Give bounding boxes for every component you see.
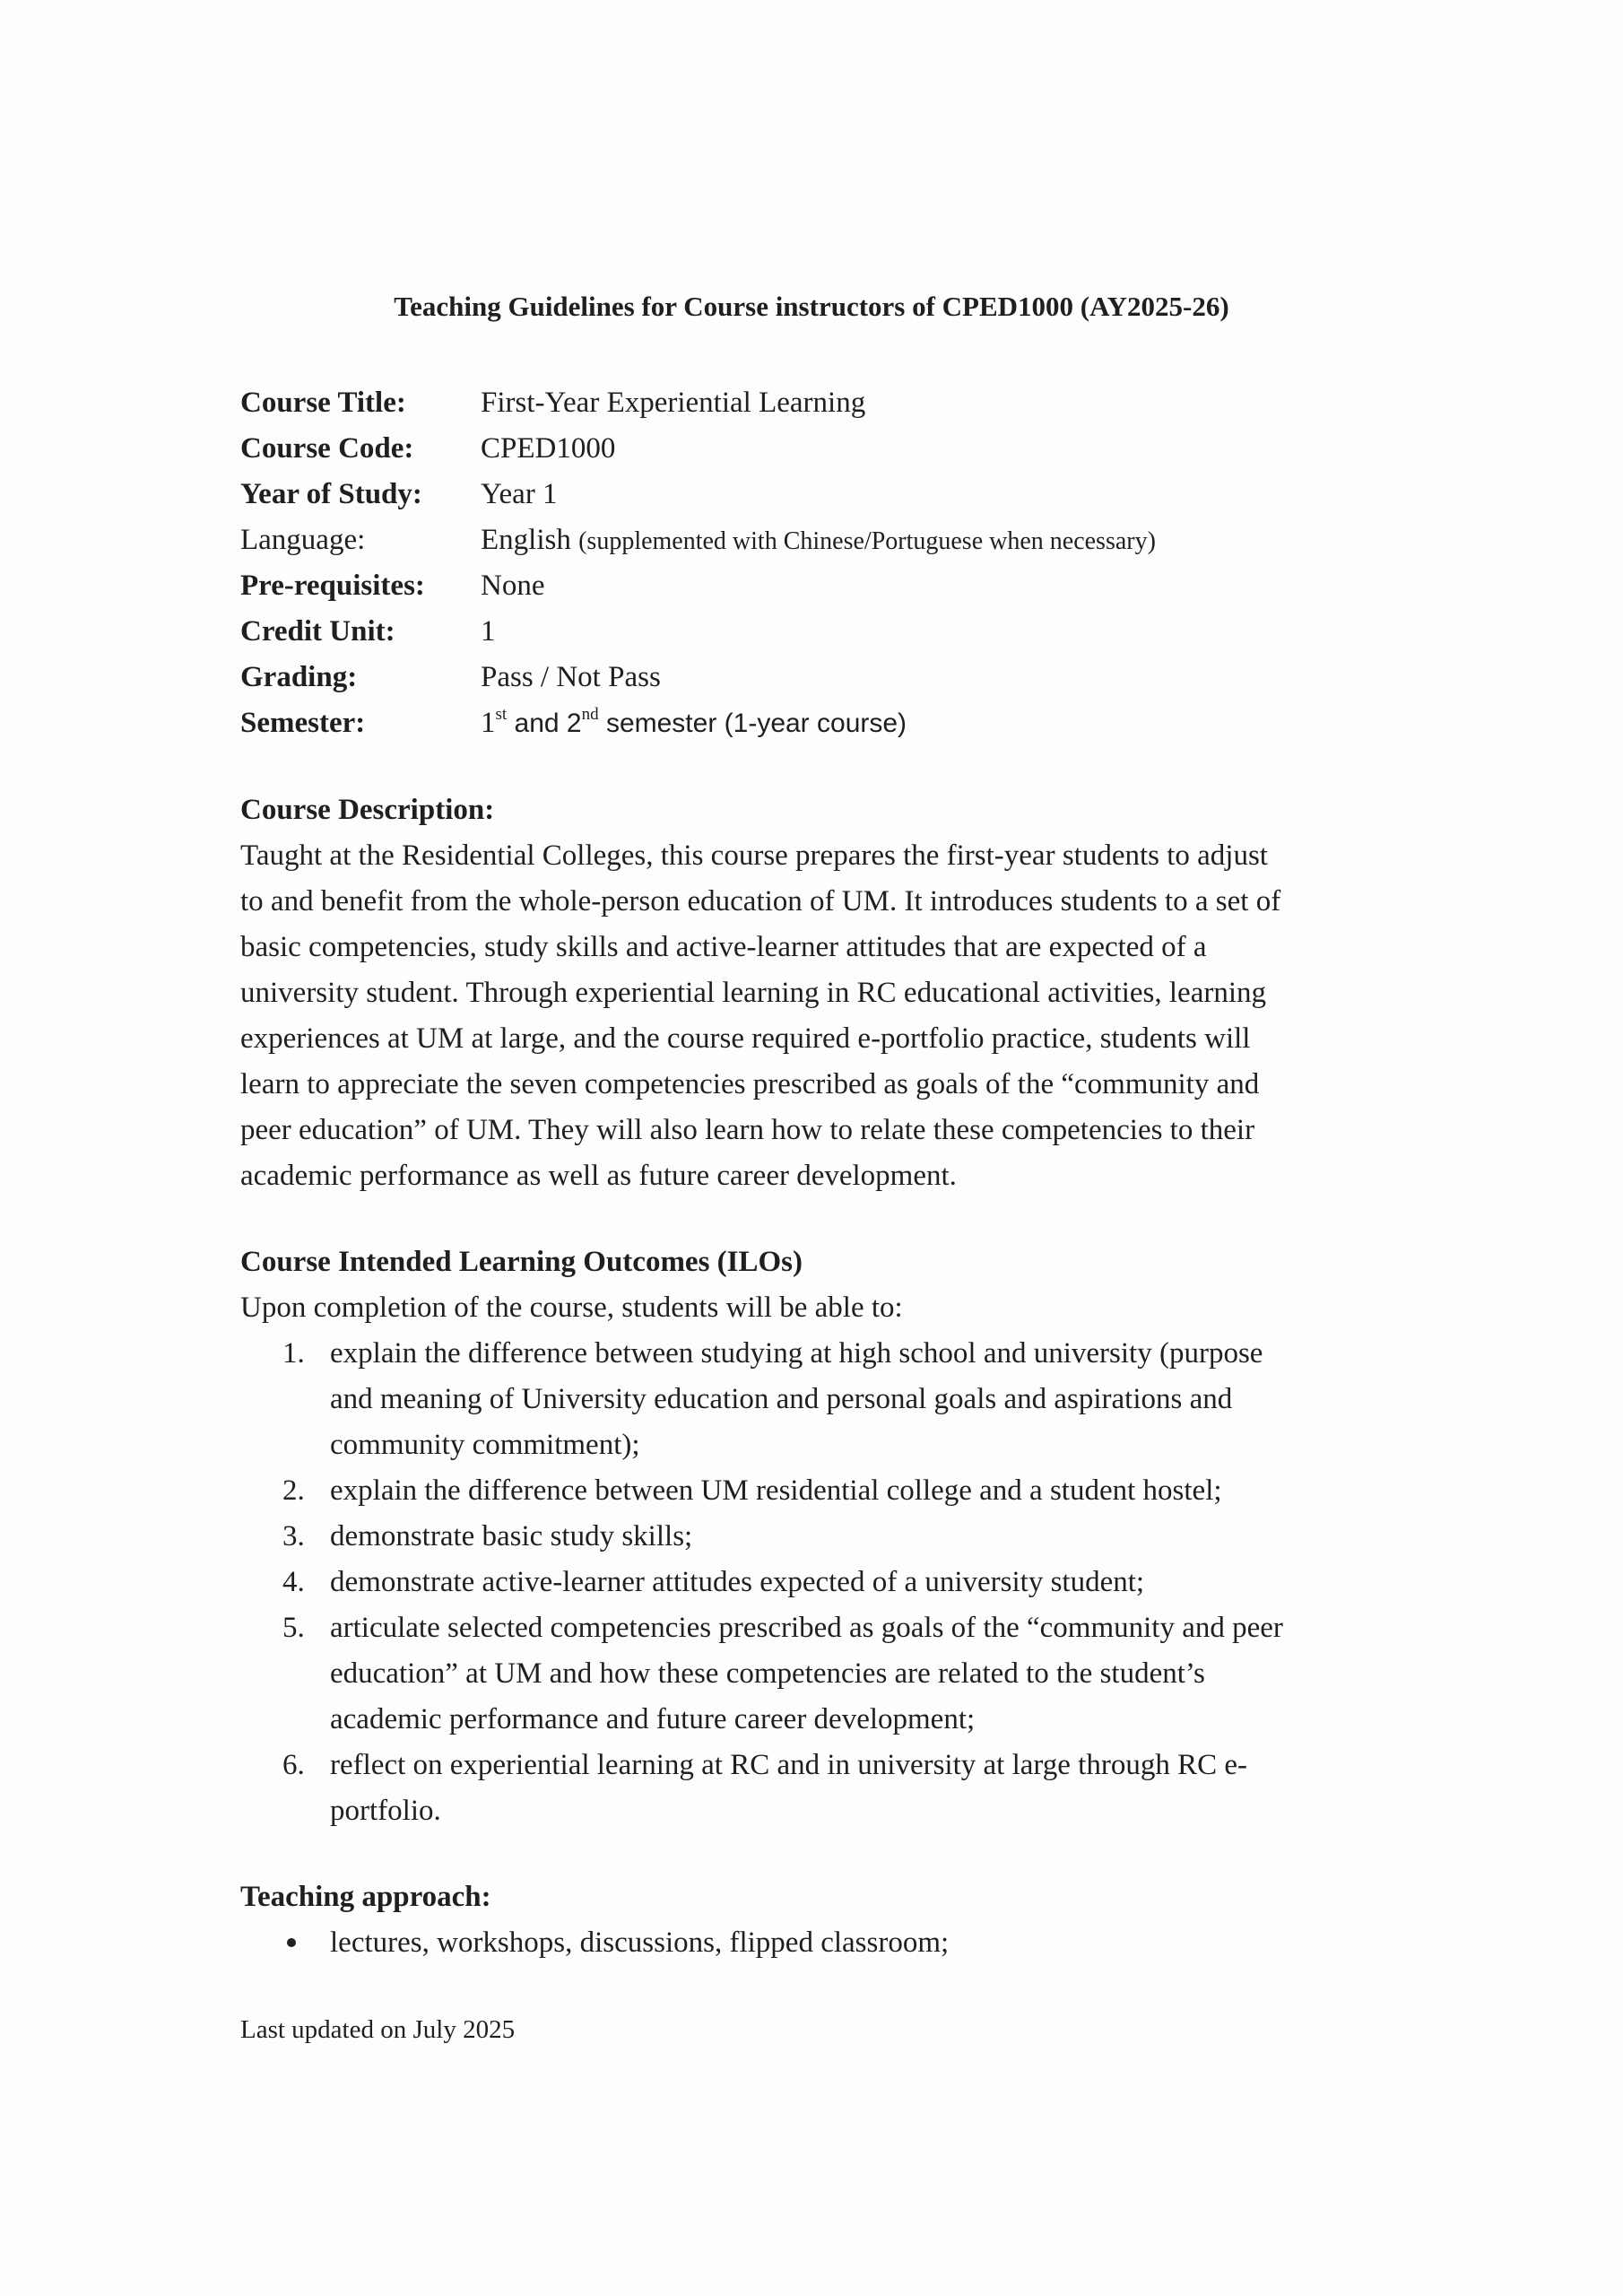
info-value — [481, 517, 1156, 564]
info-value: 1 — [481, 615, 496, 648]
info-label: Course Code: — [240, 432, 414, 465]
list-number: 2. — [282, 1474, 305, 1507]
list-item-line: and meaning of University education and personal goals and aspirations and — [330, 1383, 1233, 1415]
list-number: 3. — [282, 1520, 305, 1552]
list-item-line: portfolio. — [330, 1795, 441, 1827]
ilo-list — [240, 1331, 1433, 1834]
list-item-line: demonstrate basic study skills; — [330, 1520, 693, 1552]
info-value — [481, 700, 907, 746]
list-item-line: community commitment); — [330, 1429, 640, 1461]
info-row-credit-unit — [240, 609, 1156, 655]
semester-tail: semester (1-year course) — [598, 709, 907, 738]
bullet-icon — [287, 1938, 296, 1947]
ilos-section — [240, 1239, 1433, 1834]
info-row-grading — [240, 655, 1156, 700]
info-value: None — [481, 570, 545, 602]
info-value: CPED1000 — [481, 432, 616, 465]
bullet-text: lectures, workshops, discussions, flipped classroom; — [330, 1926, 950, 1959]
document-title: Teaching Guidelines for Course instructors of CPED1000 (AY2025-26) — [394, 291, 1229, 322]
paragraph-line: academic performance as well as future career development. — [240, 1160, 957, 1192]
info-value: Year 1 — [481, 478, 558, 510]
bullet-item — [240, 1920, 1433, 1966]
info-row-semester — [240, 700, 1156, 746]
last-updated-note: Last updated on July 2025 — [240, 2015, 516, 2044]
list-item-line: explain the difference between studying at high school and university (purpose — [330, 1337, 1263, 1370]
info-value: Pass / Not Pass — [481, 661, 661, 693]
list-item-line: articulate selected competencies prescribed as goals of the “community and peer — [330, 1612, 1283, 1644]
info-row-prerequisites — [240, 563, 1156, 609]
info-row-year-of-study — [240, 472, 1156, 517]
paragraph-line: basic competencies, study skills and active-learner attitudes that are expected of a — [240, 931, 1207, 963]
list-number: 1. — [282, 1337, 305, 1370]
paragraph-line: peer education” of UM. They will also learn how to relate these competencies to their — [240, 1114, 1255, 1146]
list-item — [240, 1468, 1433, 1514]
course-description-section — [240, 787, 1433, 1199]
list-item — [240, 1331, 1433, 1468]
list-number: 6. — [282, 1749, 305, 1781]
info-row-course-code — [240, 426, 1156, 472]
section-heading: Teaching approach: — [240, 1881, 491, 1913]
list-item-line: reflect on experiential learning at RC and in university at large through RC e- — [330, 1749, 1247, 1781]
info-label: Grading: — [240, 661, 358, 693]
course-info-table — [240, 380, 1156, 746]
info-label: Pre-requisites: — [240, 570, 425, 602]
paragraph-line: learn to appreciate the seven competencies prescribed as goals of the “community and — [240, 1068, 1260, 1100]
semester-first-suffix: st — [495, 705, 508, 724]
semester-first: 1 — [481, 707, 496, 739]
language-note: (supplemented with Chinese/Portuguese when necessary) — [578, 527, 1156, 555]
paragraph-line: to and benefit from the whole-person education of UM. It introduces students to a set of — [240, 885, 1281, 918]
list-item — [240, 1605, 1433, 1743]
info-label: Credit Unit: — [240, 615, 395, 648]
description-paragraph — [240, 833, 1433, 1199]
ilos-intro: Upon completion of the course, students will be able to: — [240, 1292, 903, 1324]
list-item — [240, 1743, 1433, 1834]
section-heading: Course Intended Learning Outcomes (ILOs) — [240, 1246, 803, 1278]
info-row-course-title — [240, 380, 1156, 426]
list-number: 5. — [282, 1612, 305, 1644]
list-item — [240, 1560, 1433, 1605]
info-label: Year of Study: — [240, 478, 422, 510]
list-item-line: education” at UM and how these competencies are related to the student’s — [330, 1657, 1205, 1690]
paragraph-line: experiences at UM at large, and the course required e-portfolio practice, students will — [240, 1022, 1251, 1055]
info-label: Course Title: — [240, 387, 406, 419]
teaching-approach-section — [240, 1874, 1433, 1966]
info-row-language — [240, 517, 1156, 563]
list-item-line: demonstrate active-learner attitudes expected of a university student; — [330, 1566, 1145, 1598]
list-number: 4. — [282, 1566, 305, 1598]
list-item — [240, 1514, 1433, 1560]
paragraph-line: university student. Through experiential learning in RC educational activities, learning — [240, 977, 1267, 1009]
paragraph-line: Taught at the Residential Colleges, this course prepares the first-year students to adjust — [240, 839, 1268, 872]
list-item-line: academic performance and future career development; — [330, 1703, 976, 1735]
semester-second-suffix: nd — [581, 705, 599, 724]
semester-and: and 2 — [507, 709, 582, 738]
section-heading: Course Description: — [240, 794, 495, 826]
info-label: Semester: — [240, 707, 366, 739]
list-item-line: explain the difference between UM residential college and a student hostel; — [330, 1474, 1222, 1507]
info-label: Language: — [240, 524, 366, 556]
info-value: First-Year Experiential Learning — [481, 387, 866, 419]
language-value: English — [481, 524, 571, 556]
